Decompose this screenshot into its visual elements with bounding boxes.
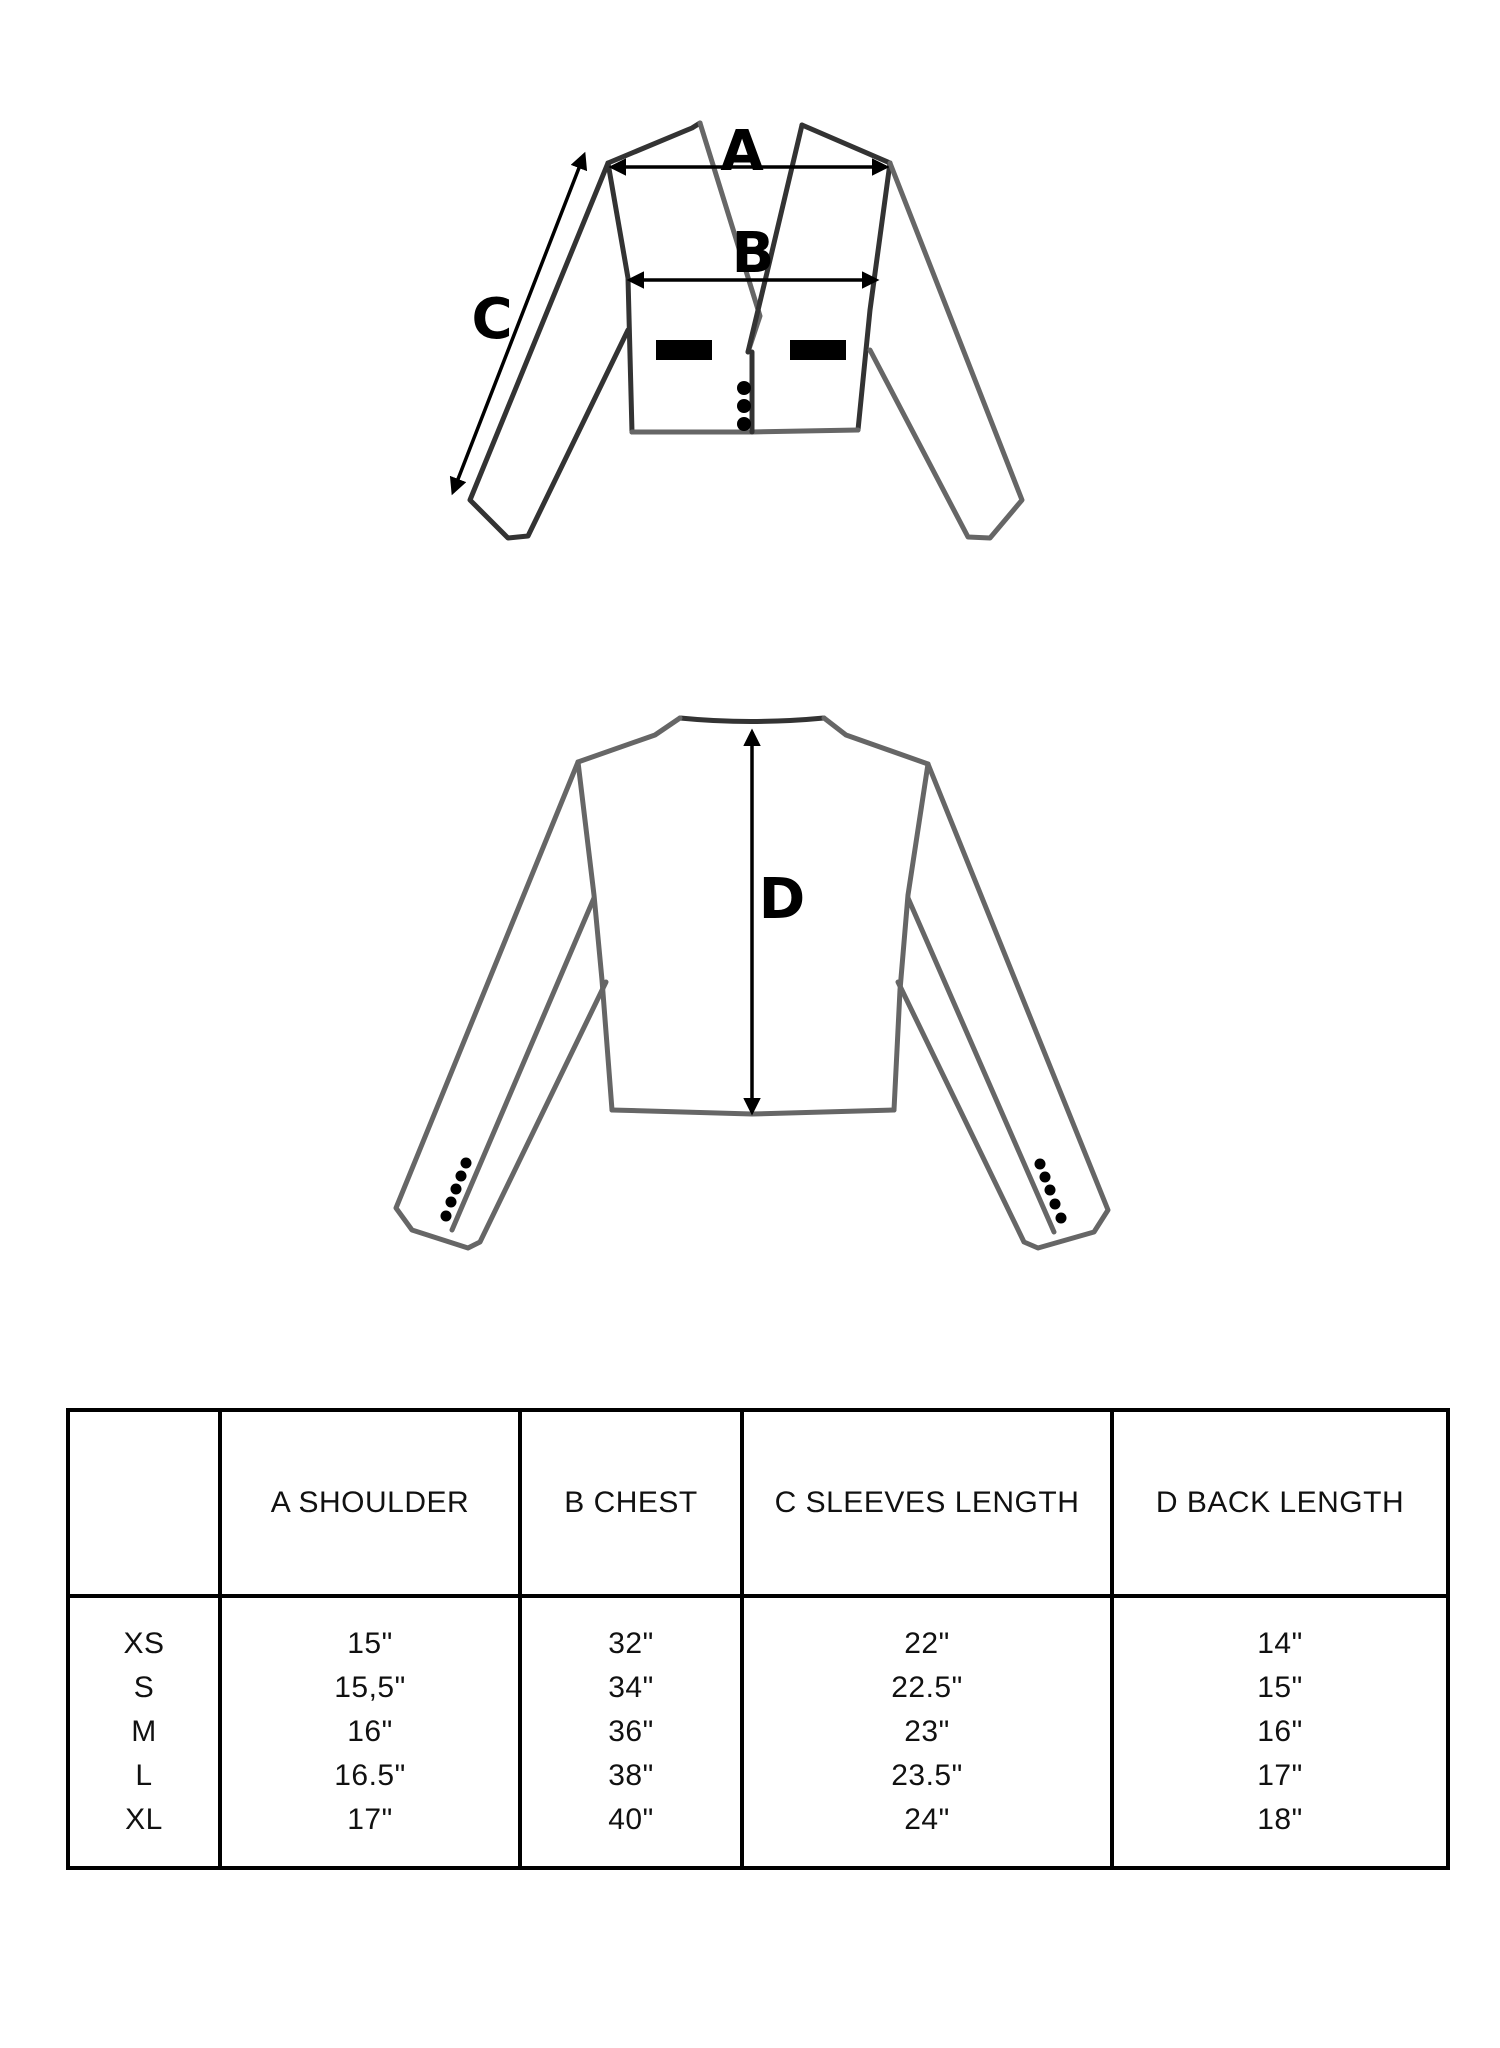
cuff-button	[1056, 1213, 1067, 1224]
cuff-button	[461, 1158, 472, 1169]
size-table-corner-cell	[68, 1410, 220, 1596]
cuff-button	[1050, 1199, 1061, 1210]
sleeves-length-value: 22.5"	[891, 1671, 963, 1704]
size-labels-cell	[68, 1596, 220, 1868]
cuff-button	[456, 1171, 467, 1182]
chest-values-cell	[520, 1596, 742, 1868]
back-left-sleeve	[396, 762, 606, 1248]
marker-d: D	[758, 867, 806, 932]
size-table-values-row	[68, 1596, 1448, 1868]
back-left-sleeve-seam	[452, 898, 594, 1230]
front-right-shoulder	[802, 125, 890, 163]
back-length-value: 16"	[1257, 1715, 1303, 1748]
cuff-button	[1045, 1185, 1056, 1196]
cuff-button	[1035, 1159, 1046, 1170]
front-left-pocket	[656, 340, 712, 360]
chest-value: 34"	[608, 1671, 654, 1704]
shoulder-value: 17"	[347, 1803, 393, 1836]
back-left-side	[578, 762, 612, 1110]
jacket-back-view	[396, 718, 1108, 1248]
header-a-shoulder: A SHOULDER	[220, 1410, 520, 1596]
back-length-values-cell	[1112, 1596, 1448, 1868]
front-button	[737, 399, 751, 413]
header-b-chest: B CHEST	[520, 1410, 742, 1596]
front-right-side	[858, 163, 890, 430]
cuff-button	[1040, 1172, 1051, 1183]
jacket-front-view	[453, 119, 1022, 538]
chest-value: 38"	[608, 1759, 654, 1792]
shoulder-value: 16.5"	[334, 1759, 406, 1792]
cuff-button	[441, 1211, 452, 1222]
sleeves-length-value: 23.5"	[891, 1759, 963, 1792]
sleeves-length-value: 22"	[904, 1627, 950, 1660]
size-label: L	[135, 1759, 153, 1792]
back-right-sleeve-seam	[908, 898, 1054, 1232]
chest-value: 36"	[608, 1715, 654, 1748]
shoulder-values-cell	[220, 1596, 520, 1868]
marker-c: C	[471, 287, 513, 352]
sleeves-length-values-cell	[742, 1596, 1112, 1868]
shoulder-value: 15"	[347, 1627, 393, 1660]
header-d-back-length: D BACK LENGTH	[1112, 1410, 1448, 1596]
sleeves-length-value: 23"	[904, 1715, 950, 1748]
cuff-button	[451, 1184, 462, 1195]
back-length-value: 17"	[1257, 1759, 1303, 1792]
chest-value: 40"	[608, 1803, 654, 1836]
front-right-sleeve	[870, 163, 1022, 538]
shoulder-value: 16"	[347, 1715, 393, 1748]
front-left-side	[608, 163, 632, 432]
back-length-value: 14"	[1257, 1627, 1303, 1660]
sleeves-length-value: 24"	[904, 1803, 950, 1836]
marker-a: A	[720, 119, 764, 184]
size-label: XL	[125, 1803, 163, 1836]
size-label: S	[133, 1671, 155, 1704]
size-table-header-row	[68, 1410, 1448, 1596]
front-right-pocket	[790, 340, 846, 360]
front-button	[737, 417, 751, 431]
back-left-shoulder	[578, 718, 680, 762]
back-right-shoulder	[824, 718, 928, 764]
marker-b: B	[731, 221, 775, 286]
back-length-value: 15"	[1257, 1671, 1303, 1704]
chest-value: 32"	[608, 1627, 654, 1660]
front-button	[737, 381, 751, 395]
size-label: XS	[123, 1627, 165, 1660]
back-collar	[680, 718, 824, 722]
shoulder-value: 15,5"	[334, 1671, 406, 1704]
header-c-sleeves-length: C SLEEVES LENGTH	[742, 1410, 1112, 1596]
size-label: M	[131, 1715, 157, 1748]
front-left-shoulder	[608, 123, 700, 163]
cuff-button	[446, 1197, 457, 1208]
size-chart-table	[66, 1408, 1450, 1870]
back-length-value: 18"	[1257, 1803, 1303, 1836]
back-right-cuff-buttons	[1035, 1159, 1067, 1224]
back-right-sleeve	[898, 764, 1108, 1248]
